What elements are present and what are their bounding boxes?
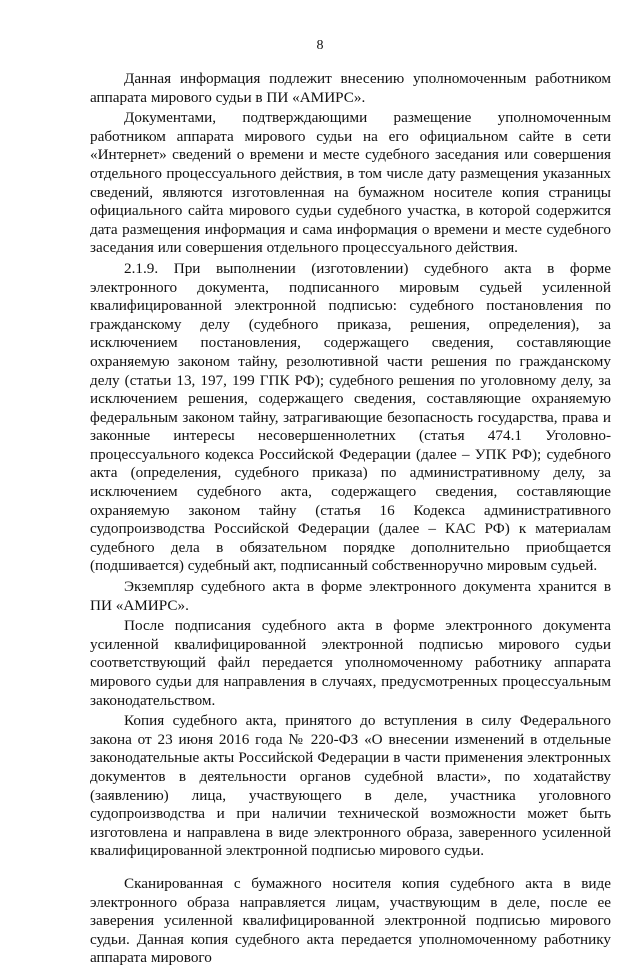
document-body <box>90 70 611 968</box>
paragraph-copy-before-law: Копия судебного акта, принятого до вступления в силу Федерального закона от 23 июня 2016 года № 220-ФЗ «О внесении изменений в отдельные законодательные акты Российской Федерации в части применения электронных документов в деятельности органов судебной власти», по ходатайству (заявлению) лица, участвующего в деле, участника уголовного судопроизводства и при наличии технической возможности может быть изготовлена и направлена в виде электронного образа, заверенного усиленной квалифицированной электронной подписью мирового судьи. <box>90 712 611 860</box>
paragraph-scanned-copy: Сканированная с бумажного носителя копия судебного акта в виде электронного образа направляется лицам, участвующим в деле, после ее заверения усиленной квалифицированной электронной подписью мирового судьи. Данная копия судебного акта передается уполномоченному работнику аппарата мирового <box>90 874 611 967</box>
paragraph-electronic-copy-storage: Экземпляр судебного акта в форме электронного документа хранится в ПИ «АМИРС». <box>90 578 611 614</box>
page-number: 8 <box>316 38 324 53</box>
paragraph-section-2-1-9: 2.1.9. При выполнении (изготовлении) судебного акта в форме электронного документа, подписанного мировым судьей усиленной квалифицированной электронной подписью: судебного постановления по гражданскому делу (судебного приказа, решения, определения), за исключением постановления, содержащего сведения, составляющие охраняемую законом тайну, резолютивной части решения по гражданскому делу (статьи 13, 197, 199 ГПК РФ); судебного решения по уголовному делу, за исключением решения, содержащего сведения, составляющие охраняемую федеральным законом тайну, затрагивающие безопасность государства, права и законные интересы несовершеннолетних (статья 474.1 Уголовно-процессуального кодекса Российской Федерации (далее – УПК РФ); судебного акта (определения, судебного приказа) по административному делу, за исключением судебного акта, содержащего сведения, составляющие охраняемую законом тайну (статья 16 Кодекса административного судопроизводства Российской Федерации (далее – КАС РФ) к материалам судебного дела в обязательном порядке дополнительно приобщается (подшивается) судебный акт, подписанный собственноручно мировым судьей. <box>90 259 611 575</box>
paragraph-documents-confirming: Документами, подтверждающими размещение уполномоченным работником аппарата мирового судьи на его официальном сайте в сети «Интернет» сведений о времени и месте судебного заседания или совершения отдельного процессуального действия, в том числе дату размещения указанных сведений, являются изготовленная на бумажном носителе копия страницы официального сайта мирового судьи судебного участка, в которой содержится дата размещения информация и сама информация о времени и месте судебного заседания или совершения отдельного процессуального действия. <box>90 109 611 257</box>
paragraph-after-signing: После подписания судебного акта в форме электронного документа усиленной квалифицированной электронной подписью мирового судьи соответствующий файл передается уполномоченному работнику аппарата мирового судьи для направления в случаях, предусмотренных процессуальным законодательством. <box>90 617 611 709</box>
paragraph-amirs-entry: Данная информация подлежит внесению уполномоченным работником аппарата мирового судьи в ПИ «АМИРС». <box>90 70 611 106</box>
